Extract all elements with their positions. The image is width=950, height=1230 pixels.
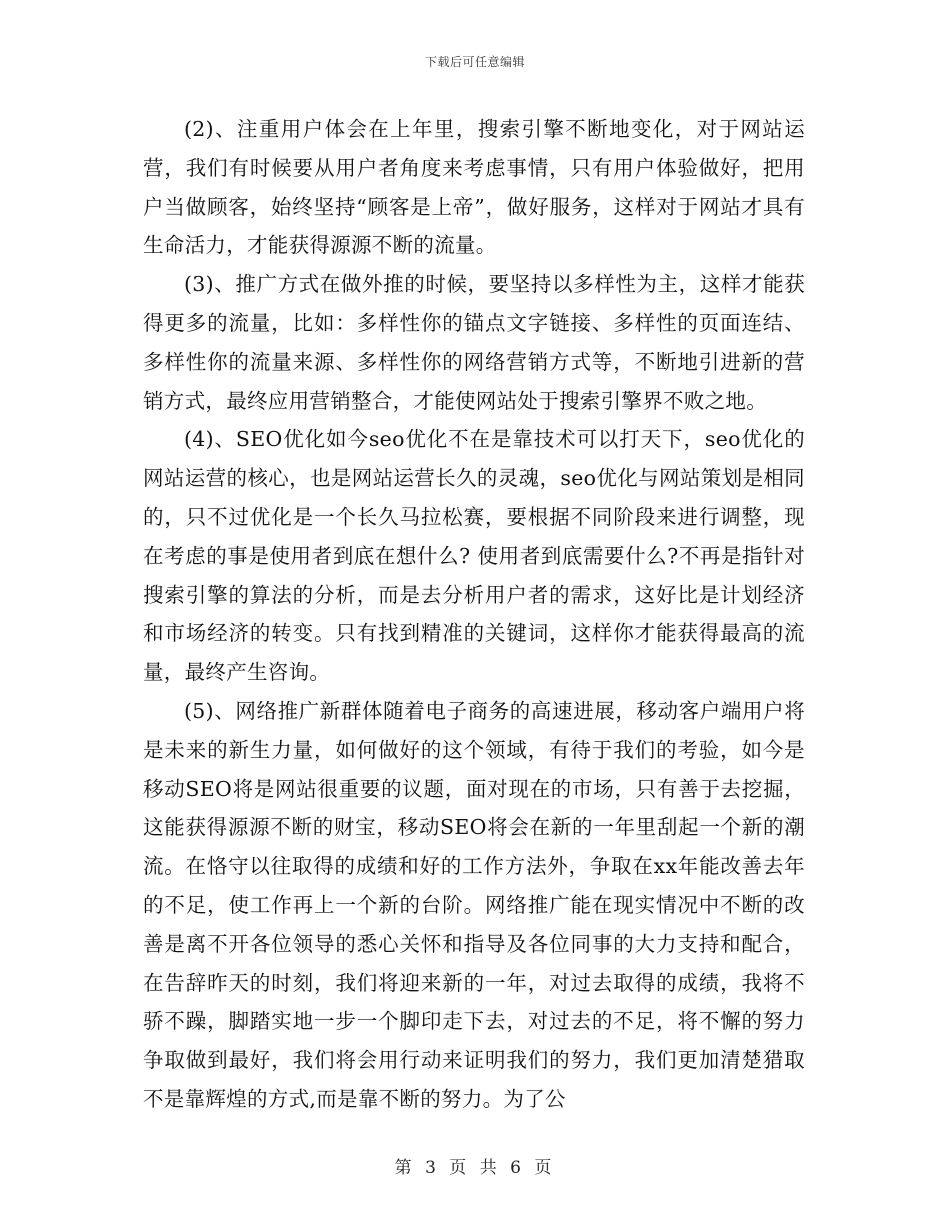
page-header: 下载后可任意编辑	[424, 55, 525, 69]
paragraph-3: (3)、推广方式在做外推的时候，要坚持以多样性为主，这样才能获得更多的流量，比如：多样性你的锚点文字链接、多样性的页面连结、多样性你的流量来源、多样性你的网络营销方式等，不断地引进新的营销方式，最终应用营销整合，才能使网站处于搜索引擎界不败之地。	[143, 272, 805, 413]
paragraph-4: (4)、SEO优化如今seo优化不在是靠技术可以打天下，seo优化的网站运营的核心，也是网站运营长久的灵魂，seo优化与网站策划是相同的，只不过优化是一个长久马拉松赛，要根据不同阶段来进行调整，现在考虑的事是使用者到底在想什么? 使用者到底需要什么?不再是指针对搜索引擎的算法的分析，而是去分析用户者的需求，这好比是计划经济和市场经济的转变。只有找到精准的关键词，这样你才能获得最高的流量，最终产生咨询。	[143, 427, 805, 685]
paragraph-2: (2)、注重用户体会在上年里，搜索引擎不断地变化，对于网站运营，我们有时候要从用户者角度来考虑事情，只有用户体验做好，把用户当做顾客，始终坚持“顾客是上帝”，做好服务，这样对于网站才具有生命活力，才能获得源源不断的流量。	[143, 117, 805, 258]
document-body	[143, 110, 805, 1119]
page-number-footer: 第 3 页 共 6 页	[394, 1158, 556, 1178]
paragraph-5: (5)、网络推广新群体随着电子商务的高速进展，移动客户端用户将是未来的新生力量，如何做好的这个领域，有待于我们的考验，如今是移动SEO将是网站很重要的议题，面对现在的市场，只有善于去挖掘，这能获得源源不断的财宝，移动SEO将会在新的一年里刮起一个新的潮流。在恪守以往取得的成绩和好的工作方法外，争取在xx年能改善去年的不足，使工作再上一个新的台阶。网络推广能在现实情况中不断的改善是离不开各位领导的悉心关怀和指导及各位同事的大力支持和配合，在告辞昨天的时刻，我们将迎来新的一年，对过去取得的成绩，我将不骄不躁，脚踏实地一步一个脚印走下去，对过去的不足，将不懈的努力争取做到最好，我们将会用行动来证明我们的努力，我们更加清楚猎取不是靠辉煌的方式,而是靠不断的努力。为了公	[143, 698, 805, 1111]
